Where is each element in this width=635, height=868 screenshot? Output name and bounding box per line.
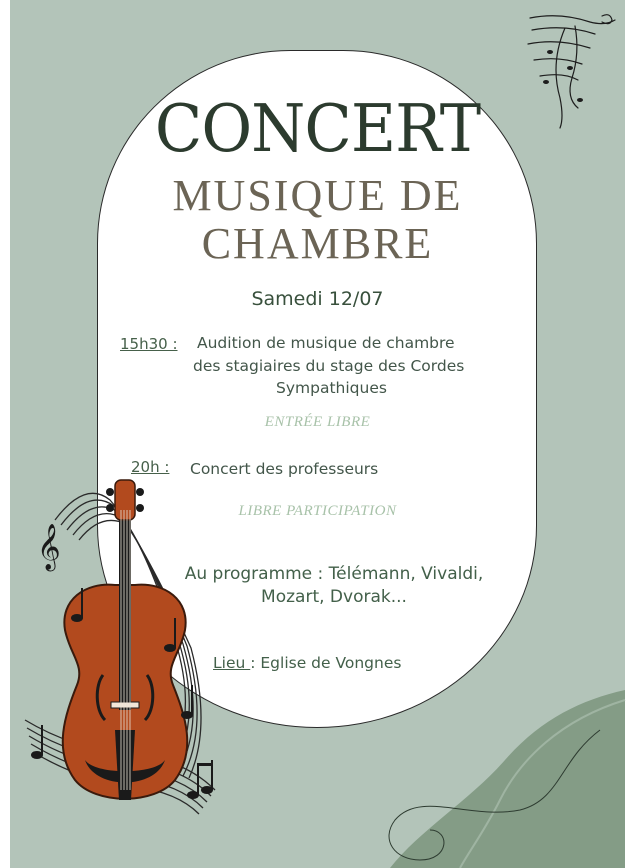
programme-line1: Au programme : Télémann, Vivaldi,	[184, 564, 484, 584]
event1-line3: Sympathiques	[276, 379, 387, 397]
event1-line1: Audition de musique de chambre	[197, 334, 455, 352]
event2-line1: Concert des professeurs	[190, 460, 379, 478]
poster-subtitle-line2: CHAMBRE	[201, 219, 434, 268]
venue-label: Lieu	[213, 654, 251, 672]
event2-entry-note: LIBRE PARTICIPATION	[238, 503, 397, 519]
programme-line2: Mozart, Dvorak...	[261, 587, 407, 607]
event1-time: 15h30 :	[120, 335, 178, 353]
venue	[213, 654, 401, 672]
poster-title: CONCERT	[154, 90, 481, 167]
venue-text: : Eglise de Vongnes	[250, 654, 402, 672]
event1-line2: des stagiaires du stage des Cordes	[193, 357, 465, 375]
music-notes-sketch-icon	[520, 8, 620, 133]
violin-illustration-icon	[15, 470, 235, 840]
event1-entry-note: ENTRÉE LIBRE	[264, 414, 371, 430]
event-date: Samedi 12/07	[251, 288, 384, 310]
event2-time: 20h :	[131, 458, 170, 476]
svg-text:𝄞: 𝄞	[37, 524, 61, 570]
poster-subtitle-line1: MUSIQUE DE	[172, 171, 463, 220]
